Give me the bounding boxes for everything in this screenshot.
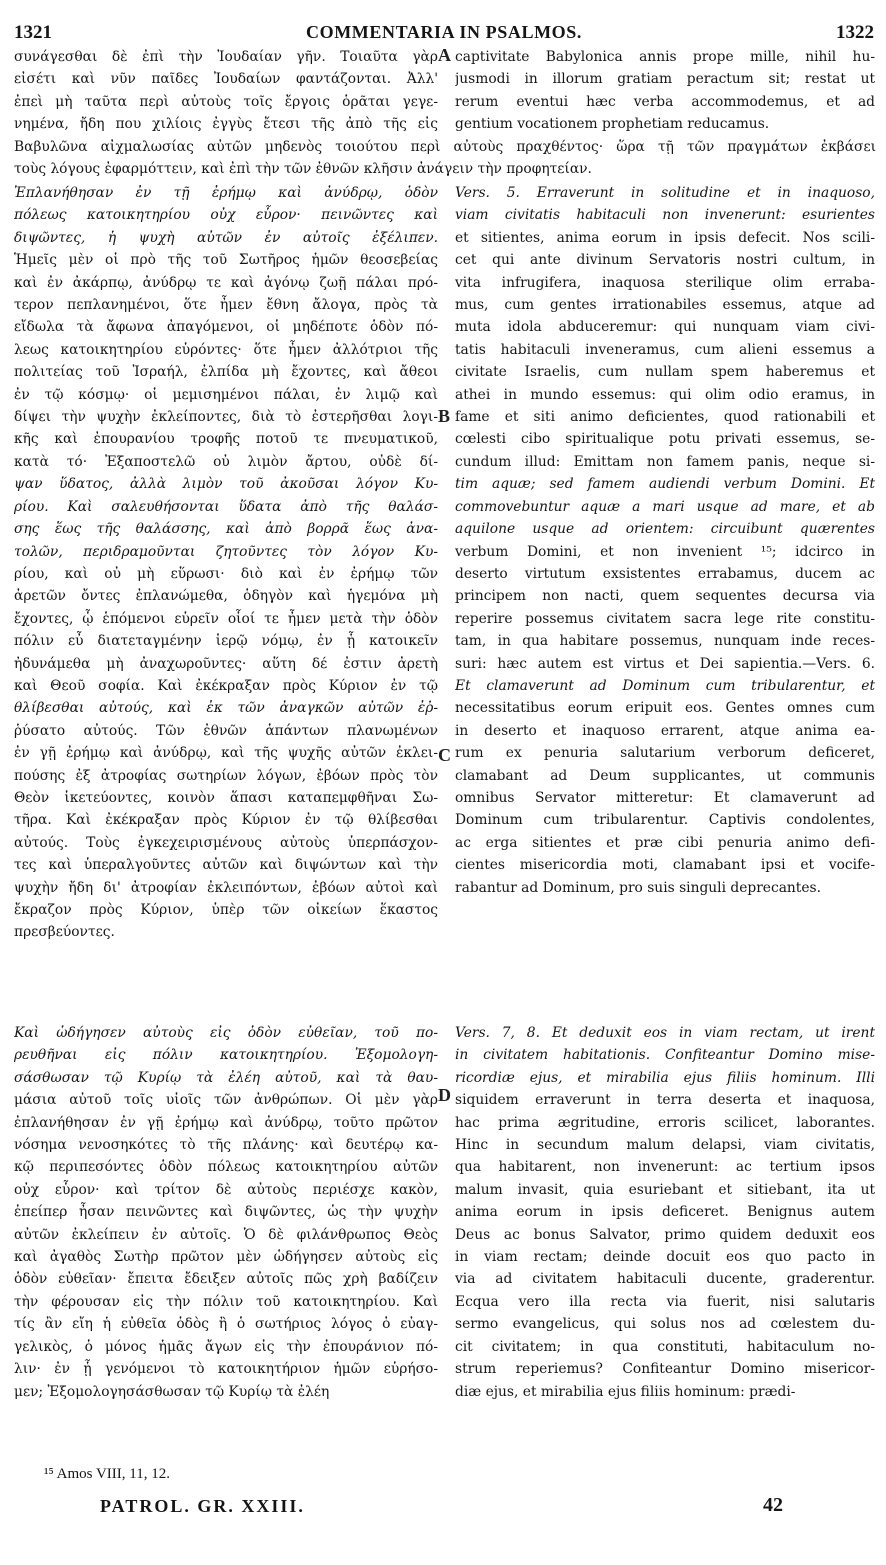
text-line: λιν· ἐν ᾗ γενόμενοι τὸ κατοικητήριον ἡμῶν εὑρήσο- — [14, 1361, 438, 1378]
text-line: captivitate Babylonica annis prope mille, nihil hu- — [455, 49, 875, 65]
text-line: diæ ejus, et mirabilia ejus filiis hominum: prædi- — [455, 1383, 796, 1400]
text-line: αὐτῶν ἐκλείπειν ἐν αὐτοῖς. Ὁ δὲ φιλάνθρωπος Θεὸς — [14, 1226, 438, 1243]
text-line: εἴδωλα τὰ ἄφωνα ἀπαγόμενοι, οἱ μηδέποτε ὁδὸν πό- — [14, 319, 438, 336]
text-line: athei in mundo essemus: qui olim odio eramus, in — [455, 386, 875, 403]
text-line: τὴν φέρουσαν εἰς τὴν πόλιν τοῦ κατοικητηρίου. Καὶ — [14, 1293, 438, 1310]
text-line: τῆρα. Καὶ ἐκέκραξαν πρὸς Κύριον ἐν τῷ θλίβεσθαι — [14, 812, 438, 829]
text-line: πούσης ἐξ ἀτροφίας σωτηρίων λόγων, ἐβόων πρὸς τὸν — [14, 767, 438, 784]
text-line: Vers. 7, 8. Et deduxit eos in viam rectam, ut irent — [455, 1025, 875, 1041]
text-line: δίψει τὴν ψυχὴν ἐκλείποντες, διὰ τὸ ἐστερῆσθαι λογι- — [14, 409, 438, 426]
text-line: Hinc in secundum malum delapsi, viam civitatis, — [455, 1137, 875, 1154]
text-line: τοὺς λόγους ἐφαρμόττειν, καὶ ἐπὶ τὴν τῶν ἐθνῶν κλῆσιν ἀνάγειν τὴν προφητείαν. — [14, 161, 592, 178]
text-line: aquilone usque ad orientem: circuibunt quærentes — [455, 521, 875, 538]
text-line: cientes misericordia moti, clamabant ipsi et vocife- — [455, 857, 875, 874]
text-line: clamabant ad Deum supplicantes, ut communis — [455, 767, 875, 784]
text-line: αὐτούς. Τοὺς ἐγκεχειρισμένους αὐτοὺς ὑπερπάσχον- — [14, 834, 438, 851]
text-line: τολῶν, περιδραμοῦνται ζητοῦντες τὸν λόγον Κυ- — [14, 543, 438, 560]
text-line: omnibus Servator mitteretur: Et clamaverunt ad — [455, 789, 875, 806]
text-line: θλίβεσθαι αὐτούς, καὶ ἐκ τῶν ἀναγκῶν αὐτῶν ἐῤ- — [14, 700, 438, 717]
text-line: γελικὸς, ὁ μόνος ἡμᾶς ἄγων εἰς τὴν ἐπουράνιον πό- — [14, 1338, 438, 1355]
text-line: Et clamaverunt ad Dominum cum tribularentur, et — [455, 677, 875, 694]
text-line: gentium vocationem prophetiam reducamus. — [455, 116, 770, 133]
text-line: μεν; Ἐξομολογησάσθωσαν τῷ Κυρίῳ τὰ ἐλέη — [14, 1383, 330, 1400]
text-line: Ecqua vero illa recta via fuerit, nisi salutaris — [455, 1293, 875, 1310]
text-line: κατὰ τό· Ἐξαποστελῶ οὐ λιμὸν ἄρτου, οὐδὲ δί- — [14, 453, 438, 470]
text-line: σης ἕως τῆς θαλάσσης, καὶ ἀπὸ βορρᾶ ἕως ἀνα- — [14, 521, 438, 538]
text-line: ψυχὴν ἤδη δι' ἀτροφίαν ἐκλειπόντων, ἐβόων αὐτοὶ καὶ — [14, 879, 438, 896]
text-line: commovebuntur aquæ a mari usque ad mare, et ab — [455, 498, 875, 515]
text-line: οὐχ εὗρον· καὶ τρίτον δὲ αὐτοὺς περιέσχε κακὸν, — [14, 1181, 438, 1198]
text-line: πολιτείας τοῦ Ἰσραήλ, ἐλπίδα μὴ ἔχοντες, καὶ ἄθεοι — [14, 364, 438, 381]
text-line: civitate Israelis, cum nullam spem haberemus et — [455, 364, 875, 381]
text-line: tatis habitaculi inveneramus, cum alieni essemus a — [455, 341, 875, 358]
page-number-left: 1321 — [14, 22, 52, 43]
text-line: πόλιν εὖ διατεταγμένην ἱερῷ νόμῳ, ἐν ᾗ κατοικεῖν — [14, 633, 438, 650]
text-line: cit civitatem; in qua constituti, habitaculum no- — [455, 1338, 875, 1355]
text-line: cundum illud: Emittam non famem panis, neque si- — [455, 453, 875, 470]
text-line: muta idola abduceremur: qui nunquam viam civi- — [455, 319, 875, 336]
text-line: ac erga sitientes et præ cibi penuria animo defi- — [455, 834, 875, 851]
text-line: νόσημα νενοσηκότες τὸ τῆς πλάνης· καὶ δευτέρῳ κα- — [14, 1137, 438, 1154]
text-line: τερον πεπλανημένοι, ὅτε ἦμεν ἔθνη ἄλογα, πρὸς τὰ — [14, 297, 438, 314]
text-line: λεως κατοικητηρίου εὑρόντες· ὅτε ἦμεν ἀλλότριοι τῆς — [14, 341, 438, 358]
text-line: τες καὶ ὑπεραλγοῦντες αὐτῶν καὶ διψώντων καὶ τὴν — [14, 857, 438, 874]
text-line: ἐν τῷ κόσμῳ· οἱ μεμισημένοι πάλαι, ἐν λιμῷ καὶ — [14, 386, 438, 403]
text-line: anima eorum in ipsis deficeret. Benignus autem — [455, 1204, 875, 1221]
text-line: ἔκραζον πρὸς Κύριον, ὑπὲρ τῶν οἰκείων ἕκαστος — [14, 902, 438, 918]
text-line: sermo evangelicus, qui solus nos ad cœlestem du- — [455, 1316, 875, 1333]
text-line: jusmodi in illorum gratiam peractum sit; restat ut — [455, 71, 875, 88]
text-line: πρεσβεύοντες. — [14, 924, 115, 941]
text-line: tim aquæ; sed famem audiendi verbum Domini. Et — [455, 476, 875, 493]
text-line: πόλεως κατοικητηρίου οὐχ εὗρον· πεινῶντες καὶ — [14, 207, 438, 224]
latin-paragraph-1 — [455, 182, 875, 899]
text-line: vita infrugifera, inaquosa sterilique olim erraba- — [455, 274, 875, 291]
text-line: siquidem erraverunt in terra deserta et inaquosa, — [455, 1092, 875, 1109]
text-line: in civitatem habitationis. Confiteantur Domino mise- — [455, 1047, 875, 1064]
page-number-right: 1322 — [836, 22, 874, 43]
text-line: ὁδὸν εὐθεῖαν· ἔπειτα ἔδειξεν αὐτοῖς πῶς χρὴ βαδίζειν — [14, 1271, 438, 1288]
footnote: ¹⁵ Amos VIII, 11, 12. — [44, 1466, 170, 1482]
text-line: νημένα, ἤδη που χιλίοις ἐγγὺς ἔτεσι τῆς ἀπὸ τῆς εἰς — [14, 116, 438, 133]
text-line: malum invasit, quia esuriebant et sitiebant, ita ut — [455, 1181, 875, 1198]
text-line: ρίου, καὶ οὐ μὴ εὕρωσι· διὸ καὶ ἐν ἐρήμῳ τῶν — [14, 565, 438, 582]
margin-marker-b: B — [438, 406, 451, 426]
text-line: Θεὸν ἱκετεύοντες, κοινὸν ἅπασι καταπεμφθῆναι Σω- — [14, 789, 438, 806]
text-line: συνάγεσθαι δὲ ἐπὶ τὴν Ἰουδαίαν γῆν. Τοιαῦτα γὰρ — [14, 49, 438, 65]
text-line: rabantur ad Dominum, pro suis singuli deprecantes. — [455, 879, 821, 896]
text-line: rerum eventui hæc verba accommodemus, et ad — [455, 93, 875, 110]
text-line: καὶ ἀγαθὸς Σωτὴρ πρῶτον μὲν ὡδήγησεν αὐτοὺς εἰς — [14, 1249, 438, 1266]
text-line: ψαν ὕδατος, ἀλλὰ λιμὸν τοῦ ἀκοῦσαι λόγον Κυ- — [14, 476, 438, 493]
text-line: tam, in qua habitare possemus, nunquam inde reces- — [455, 633, 875, 650]
text-line: καὶ ἐν ἀκάρπῳ, ἀνύδρῳ τε καὶ ἀγόνῳ ζωῇ πάλαι πρό- — [14, 274, 438, 291]
text-line: fame et siti animo deficientes, quod rationabili et — [455, 409, 875, 426]
text-line: Ἡμεῖς μὲν οἱ πρὸ τῆς τοῦ Σωτῆρος ἡμῶν θεοσεβείας — [14, 252, 438, 269]
text-line: ricordiæ ejus, et mirabilia ejus filiis hominum. Illi — [455, 1069, 875, 1086]
text-line: necessitatibus eorum eripuit eos. Gentes omnes cum — [455, 700, 875, 717]
text-line: cet qui ante divinum Servatoris nostri cultum, in — [455, 252, 875, 269]
text-line: suri: hæc autem est virtus et Dei sapientia.—Vers. 6. — [455, 655, 875, 672]
greek-paragraph-2 — [14, 1022, 438, 1403]
text-line: Καὶ ὡδήγησεν αὐτοὺς εἰς ὁδὸν εὐθεῖαν, τοῦ πο- — [14, 1025, 438, 1041]
text-line: et sitientes, anima eorum in ipsis defecit. Nos scili- — [455, 229, 875, 246]
margin-marker-d: D — [438, 1085, 451, 1105]
text-line: rum ex penuria salutarium verborum deficeret, — [455, 745, 875, 762]
text-line: reperire possemus civitatem sacra lege rite constitu- — [455, 610, 875, 627]
text-line: τίς ἂν εἴη ἡ εὐθεῖα ὁδὸς ἢ ὁ σωτήριος λόγος ὁ εὐαγ- — [14, 1316, 438, 1333]
text-line: Deus ac bonus Salvator, primo quidem deduxit eos — [455, 1226, 875, 1243]
text-line: ἐπείπερ ἦσαν πεινῶντες καὶ διψῶντες, ὡς τὴν ψυχὴν — [14, 1204, 438, 1221]
text-line: σάσθωσαν τῷ Κυρίῳ τὰ ἐλέη αὐτοῦ, καὶ τὰ θαυ- — [14, 1069, 438, 1086]
text-line: qua habitarent, non invenerunt: ac tertium ipsos — [455, 1159, 875, 1176]
text-line: cœlesti cibo spiritualique potu privati essemus, se- — [455, 431, 875, 448]
text-line: via ad civitatem habitaculi ducente, graderentur. — [455, 1271, 875, 1288]
text-line: κῷ περιπεσόντες ὁδὸν πόλεως κατοικητηρίου αὐτῶν — [14, 1159, 438, 1176]
text-line: Ἐπλανήθησαν ἐν τῇ ἐρήμῳ καὶ ἀνύδρῳ, ὁδὸν — [14, 185, 438, 201]
margin-marker-c: C — [438, 745, 451, 765]
text-line: εἰσέτι καὶ νῦν παῖδες Ἰουδαίων φαντάζονται. Ἀλλ' — [14, 71, 438, 88]
greek-paragraph-1 — [14, 182, 438, 944]
text-line: verbum Domini, et non invenient ¹⁵; idcirco in — [455, 543, 875, 560]
text-line: ῥύσατο αὐτούς. Τῶν ἐθνῶν ἁπάντων πλανωμένων — [14, 722, 438, 739]
running-title: COMMENTARIA IN PSALMOS. — [306, 22, 582, 42]
text-line: ἔχοντες, ᾧ ἑπόμενοι εὑρεῖν οἷοί τε ἦμεν μετὰ τὴν ὁδὸν — [14, 610, 438, 627]
text-line: Βαβυλῶνα αἰχμαλωσίας αὐτῶν μηδενὸς τοιούτου περὶ αὐτοὺς πραχθέντος· ὥρα τῇ τῶν πραγμάτων ἐκβάσει — [14, 138, 876, 155]
text-line: ἐπεὶ μὴ ταῦτα περὶ αὐτοὺς τοῖς ἔργοις ὁρᾶται γεγε- — [14, 93, 438, 110]
text-line: ἀρετῶν ὄντες ἐπλανώμεθα, ὁδηγὸν καὶ ἡγεμόνα μὴ — [14, 588, 438, 605]
text-line: διψῶντες, ἡ ψυχὴ αὐτῶν ἐν αὐτοῖς ἐξέλιπεν. — [14, 229, 438, 246]
text-line: κῆς καὶ ἐπουρανίου τροφῆς ποτοῦ τε πνευματικοῦ, — [14, 431, 438, 448]
text-line: hac prima ægritudine, erroris scilicet, laborantes. — [455, 1114, 875, 1131]
text-line: in deserto et inaquoso errarent, atque anima ea- — [455, 722, 875, 739]
gathering-number: 42 — [763, 1494, 783, 1516]
latin-top-paragraph — [455, 46, 875, 136]
text-line: ρίου. Καὶ σαλευθήσονται ὕδατα ἀπὸ τῆς θαλάσ- — [14, 498, 438, 515]
text-line: Dominum cum tribularentur. Captivis condolentes, — [455, 812, 875, 829]
text-line: viam civitatis habitaculi non invenerunt: esurientes — [455, 207, 875, 224]
text-line: mus, cum gentes irrationabiles essemus, atque ad — [455, 297, 875, 314]
text-line: strum reperiemus? Confiteantur Domino misericor- — [455, 1361, 875, 1378]
text-line: principem non nacti, quem sequentes decursa via — [455, 588, 875, 605]
text-line: deserto virtutum exsistentes errabamus, ducem ac — [455, 565, 875, 582]
text-line: μάσια αὐτοῦ τοῖς υἱοῖς τῶν ἀνθρώπων. Οἱ μὲν γὰρ — [14, 1092, 438, 1109]
text-line: ἐπλανήθησαν ἐν γῇ ἐρήμῳ καὶ ἀνύδρῳ, τοῦτο πρῶτον — [14, 1114, 438, 1131]
latin-paragraph-2 — [455, 1022, 875, 1403]
text-line: Vers. 5. Erraverunt in solitudine et in inaquoso, — [455, 185, 875, 201]
text-line: in viam rectam; deinde docuit eos quo pacto in — [455, 1249, 875, 1266]
margin-marker-a: A — [438, 45, 451, 65]
text-line: ἐν γῇ ἐρήμῳ καὶ ἀνύδρῳ, καὶ τῆς ψυχῆς αὐτῶν ἐκλει- — [14, 745, 438, 762]
text-line: ρευθῆναι εἰς πόλιν κατοικητηρίου. Ἐξομολογη- — [14, 1047, 438, 1064]
text-line: καὶ Θεοῦ σοφία. Καὶ ἐκέκραξαν πρὸς Κύριον ἐν τῷ — [14, 677, 438, 694]
series-signature: PATROL. GR. XXIII. — [100, 1496, 305, 1516]
text-line: ἠδυνάμεθα μὴ ἀναχωροῦντες· αὕτη δέ ἐστιν ἀρετὴ — [14, 655, 438, 672]
